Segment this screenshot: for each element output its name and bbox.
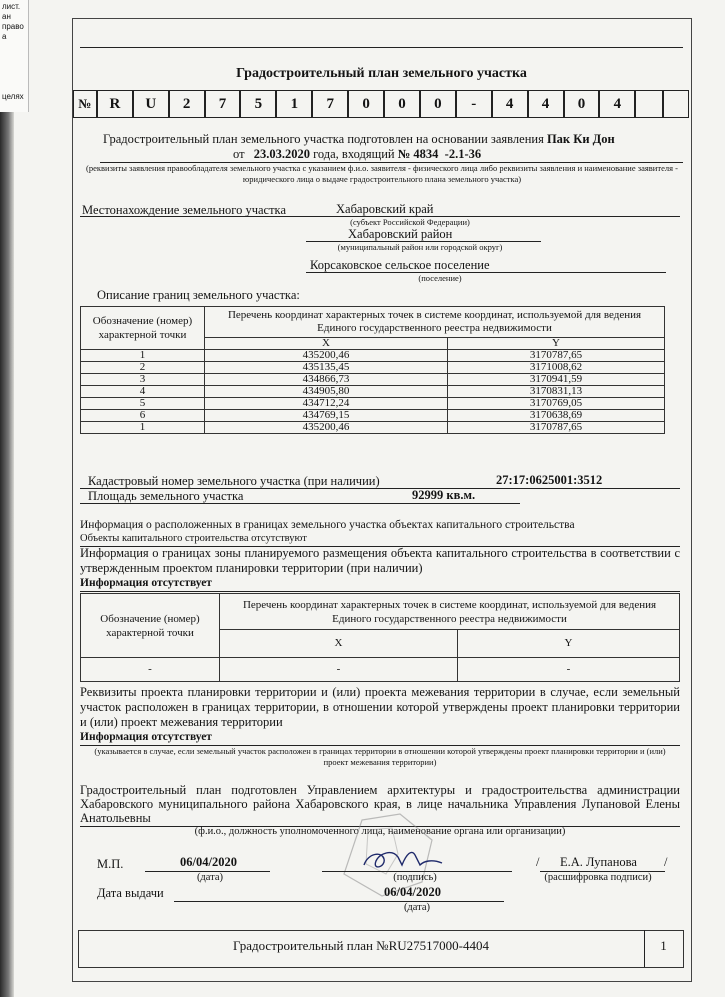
reg-char-cell: 7 xyxy=(312,90,348,118)
point-column-header: Обозначение (номер) характерной точки xyxy=(81,307,205,350)
applicant-name: Пак Ки Дон xyxy=(546,132,615,146)
title-rule xyxy=(80,47,683,48)
slash-right: / xyxy=(664,855,668,869)
table-row: 6 xyxy=(81,410,205,422)
reg-char-cell xyxy=(663,90,689,118)
project-text: Реквизиты проекта планировки территории и (или) проекта межевания территории в случае, если земельный участок расположен в границах территории, в отношении которой утверждены проект планировки территории и (или) проект межевания территории xyxy=(80,685,680,729)
page-number: 1 xyxy=(660,938,667,953)
y-header: Y xyxy=(458,630,680,658)
table-row: 1 xyxy=(81,422,205,434)
date-note: (дата) xyxy=(196,872,224,883)
x-cell: 434866,73 xyxy=(205,374,448,386)
project-status: Информация отсутствует xyxy=(80,731,212,743)
table-cell: - xyxy=(220,658,458,682)
planning-zone-table xyxy=(80,593,680,682)
prepared-text: Градостроительный план подготовлен Управлением архитектуры и градостроительства администрации Хабаровского муниципального района Хабаровского края, в лице начальника Управления Лупановой Елены Анатольевны xyxy=(80,783,680,825)
y-cell: 3170787,65 xyxy=(448,350,665,362)
x-cell: 434905,80 xyxy=(205,386,448,398)
reg-char-cell: 7 xyxy=(205,90,241,118)
table-cell: - xyxy=(81,658,220,682)
footer-title: Градостроительный план №RU27517000-4404 xyxy=(233,938,489,953)
reg-char-cell: 0 xyxy=(420,90,456,118)
name-note: (расшифровка подписи) xyxy=(544,872,652,883)
table-row: 5 xyxy=(81,398,205,410)
from-label: от xyxy=(233,147,245,161)
reg-char-cell: 0 xyxy=(564,90,600,118)
planning-zone-text: Информация о границах зоны планируемого размещения объекта капитального строительства в соответствии с утвержденным проектом планировки территории (при наличии) xyxy=(80,546,680,575)
reg-char-cell xyxy=(635,90,663,118)
reg-char-cell: U xyxy=(133,90,169,118)
fragment-text: лист. xyxy=(2,2,21,11)
boundaries-table xyxy=(80,306,665,434)
reg-char-cell: 4 xyxy=(492,90,528,118)
signature-note: (подпись) xyxy=(393,872,437,883)
table-row: 3 xyxy=(81,374,205,386)
issue-rule xyxy=(174,901,504,902)
capital-heading: Информация о расположенных в границах земельного участка объектах капитального строительства xyxy=(80,519,575,531)
sign-date: 06/04/2020 xyxy=(180,855,237,869)
x-cell: 434712,24 xyxy=(205,398,448,410)
reg-char-cell: 4 xyxy=(528,90,564,118)
subject-note: (субъект Российской Федерации) xyxy=(350,217,470,227)
planning-zone-status: Информация отсутствует xyxy=(80,577,212,589)
location-settlement: Корсаковское сельское поселение xyxy=(310,258,490,272)
reg-char-cell: 0 xyxy=(384,90,420,118)
location-label: Местонахождение земельного участка xyxy=(82,203,286,217)
area-value: 92999 кв.м. xyxy=(412,488,476,502)
basis-note: (реквизиты заявления правообладателя земельного участка с указанием ф.и.о. заявителя - физического лица либо реквизиты заявления и наименование заявителя - юридического лица о выдаче градостроительного плана земельного участка) xyxy=(86,163,678,184)
x-cell: 434769,15 xyxy=(205,410,448,422)
coords-column-header: Перечень координат характерных точек в системе координат, используемой для ведения Единого государственного реестра недвижимости xyxy=(205,307,665,338)
capital-status: Объекты капитального строительства отсутствуют xyxy=(80,533,307,544)
table-row: 1 xyxy=(81,350,205,362)
y-cell: 3170769,05 xyxy=(448,398,665,410)
issue-label: Дата выдачи xyxy=(97,886,164,900)
fragment-text: а xyxy=(2,32,7,41)
issue-note: (дата) xyxy=(403,902,431,913)
table-row: 4 xyxy=(81,386,205,398)
reg-char-cell: 5 xyxy=(240,90,276,118)
project-note: (указывается в случае, если земельный участок расположен в границах территории в отношении которой утверждены проект планировки территории и (или) проект межевания территории) xyxy=(94,746,666,767)
location-subject: Хабаровский край xyxy=(336,202,434,216)
x-cell: 435200,46 xyxy=(205,422,448,434)
incoming-number: № 4834 -2.1-36 xyxy=(397,147,482,161)
basis-date-line xyxy=(233,147,481,162)
x-header: X xyxy=(205,338,448,350)
boundaries-label: Описание границ земельного участка: xyxy=(97,288,300,302)
prepared-note: (ф.и.о., должность уполномоченного лица, наименование органа или организации) xyxy=(194,826,566,837)
reg-char-cell: - xyxy=(456,90,492,118)
y-cell: 3171008,62 xyxy=(448,362,665,374)
district-note: (муниципальный район или городской округ) xyxy=(337,242,503,252)
area-rule xyxy=(80,503,520,504)
y-cell: 3170787,65 xyxy=(448,422,665,434)
cadastral-number: 27:17:0625001:3512 xyxy=(496,473,603,487)
reg-char-cell: 4 xyxy=(599,90,635,118)
fragment-text: право xyxy=(2,22,24,31)
page-title: Градостроительный план земельного участка xyxy=(236,66,527,81)
basis-line xyxy=(103,132,683,147)
x-cell: 435200,46 xyxy=(205,350,448,362)
slash-left: / xyxy=(536,855,540,869)
area-label: Площадь земельного участка xyxy=(88,489,244,503)
y-cell: 3170831,13 xyxy=(448,386,665,398)
x-header: X xyxy=(220,630,458,658)
x-cell: 435135,45 xyxy=(205,362,448,374)
year-incoming-label: года, входящий xyxy=(313,147,395,161)
table-row: 2 xyxy=(81,362,205,374)
reg-char-cell: R xyxy=(97,90,133,118)
mp-label: М.П. xyxy=(97,857,124,871)
fragment-text: ан xyxy=(2,12,11,21)
settlement-note: (поселение) xyxy=(418,273,462,283)
fragment-text: целях xyxy=(2,92,24,101)
point-column-header: Обозначение (номер) характерной точки xyxy=(81,594,220,658)
y-header: Y xyxy=(448,338,665,350)
left-margin-strip xyxy=(0,0,14,997)
cadastral-label: Кадастровый номер земельного участка (при наличии) xyxy=(88,474,380,488)
reg-number-sign: № xyxy=(73,90,97,118)
signatory-name: Е.А. Лупанова xyxy=(560,855,637,869)
reg-char-cell: 1 xyxy=(276,90,312,118)
y-cell: 3170638,69 xyxy=(448,410,665,422)
table-cell: - xyxy=(458,658,680,682)
previous-page-fragment xyxy=(0,0,29,112)
coords-column-header: Перечень координат характерных точек в системе координат, используемой для ведения Единого государственного реестра недвижимости xyxy=(220,594,680,630)
application-date: 23.03.2020 xyxy=(253,147,310,161)
basis-prefix: Градостроительный план земельного участка подготовлен на основании заявления xyxy=(103,132,544,146)
location-district: Хабаровский район xyxy=(348,227,453,241)
y-cell: 3170941,59 xyxy=(448,374,665,386)
planning-zone-rule xyxy=(80,591,680,592)
issue-date: 06/04/2020 xyxy=(384,885,441,899)
reg-char-cell: 0 xyxy=(348,90,384,118)
reg-char-cell: 2 xyxy=(169,90,205,118)
reg-number-row xyxy=(73,90,689,118)
